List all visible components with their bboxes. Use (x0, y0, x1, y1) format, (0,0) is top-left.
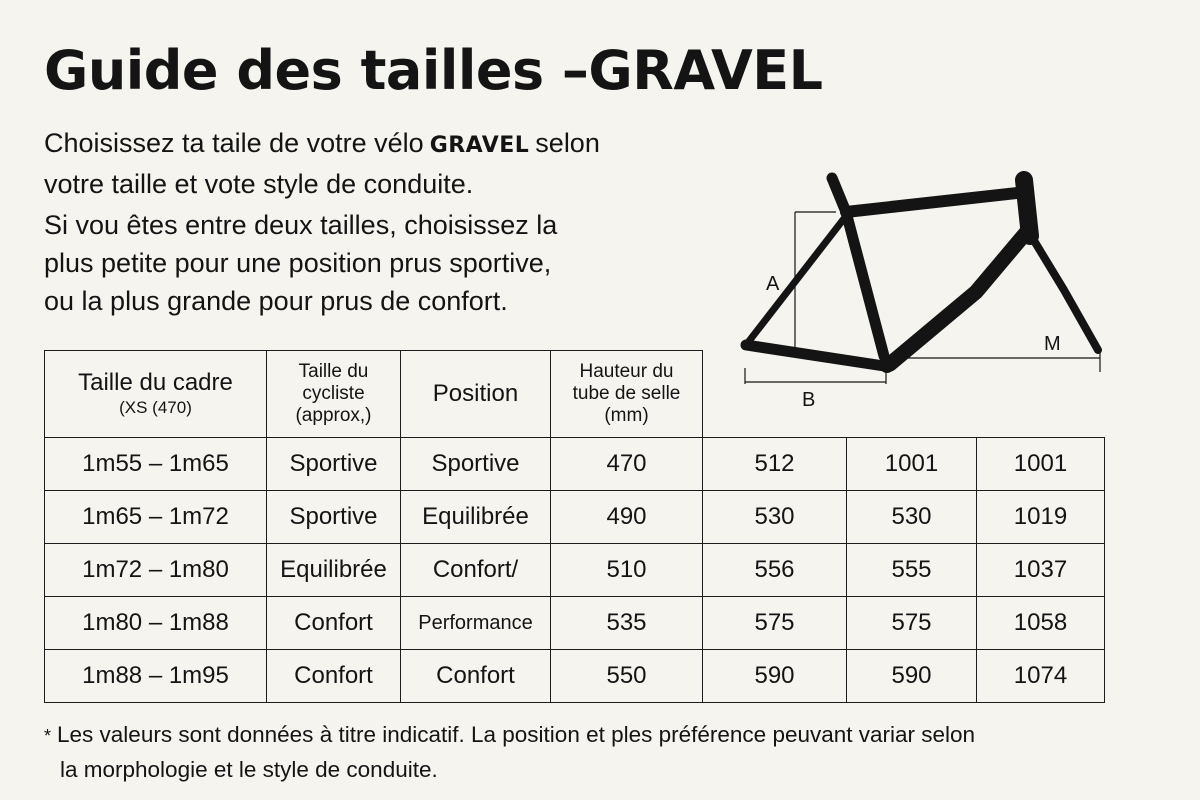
table-cell: 1074 (977, 650, 1105, 703)
table-cell: 590 (847, 650, 977, 703)
dimension-b-label: B (802, 389, 816, 411)
top-tube (846, 192, 1026, 212)
table-cell: 1001 (847, 438, 977, 491)
header-frame-size-sub: (XS (470) (119, 398, 192, 417)
table-cell: 530 (703, 491, 847, 544)
size-table (44, 350, 1105, 703)
down-tube (890, 228, 1030, 364)
header-frame-size (45, 351, 267, 438)
table-row (45, 650, 1105, 703)
table-cell: Performance (401, 597, 551, 650)
table-cell: 550 (551, 650, 703, 703)
intro-line1-start: Choisissez ta taile de votre vélo (44, 128, 424, 158)
header-seat-tube (551, 351, 703, 438)
header-rider-size-line3: (approx,) (295, 405, 372, 426)
header-position-label: Position (432, 380, 519, 407)
footnote (44, 718, 1164, 786)
dimension-m-label: M (1044, 333, 1061, 355)
header-seat-tube-line2: tube de selle (572, 383, 681, 404)
brand-name: GRAVEL (429, 133, 530, 158)
footnote-line1: Les valeurs sont données à titre indicatif. La position et ples préférence peuvant variar selon (57, 722, 976, 747)
table-cell: 1m88 – 1m95 (45, 650, 267, 703)
table-cell: Confort (267, 597, 401, 650)
table-row (45, 544, 1105, 597)
footnote-asterisk: * (44, 726, 52, 746)
header-position (401, 351, 551, 438)
table-cell: 510 (551, 544, 703, 597)
table-cell: 490 (551, 491, 703, 544)
table-cell: 555 (847, 544, 977, 597)
table-cell: 590 (703, 650, 847, 703)
advice-line1: Si vou êtes entre deux tailles, choisissez la (44, 210, 558, 240)
header-rider-size (267, 351, 401, 438)
dimension-a-line (795, 212, 836, 356)
intro-line2: votre taille et vote style de conduite. (44, 169, 474, 199)
table-cell: 1019 (977, 491, 1105, 544)
fork (1030, 234, 1098, 350)
table-cell: 512 (703, 438, 847, 491)
footnote-line2: la morphologie et le style de conduite. (60, 757, 438, 782)
table-cell: 575 (847, 597, 977, 650)
table-cell: Sportive (267, 438, 401, 491)
table-cell: 535 (551, 597, 703, 650)
advice-line2: plus petite pour une position prus sportive, (44, 248, 552, 278)
table-cell: 1037 (977, 544, 1105, 597)
table-header-row (45, 351, 1105, 438)
table-cell: Sportive (401, 438, 551, 491)
header-rider-size-line1: Taille du (298, 361, 369, 382)
table-cell: Confort (401, 650, 551, 703)
table-row (45, 438, 1105, 491)
table-cell: Confort/ (401, 544, 551, 597)
header-seat-tube-line3: (mm) (604, 405, 649, 426)
table-row (45, 597, 1105, 650)
seat-stay (746, 216, 846, 345)
intro-paragraph (44, 124, 724, 203)
table-cell: 575 (703, 597, 847, 650)
dimension-a-label: A (766, 273, 780, 295)
table-row (45, 491, 1105, 544)
table-cell: Equilibrée (401, 491, 551, 544)
table-cell: 1m65 – 1m72 (45, 491, 267, 544)
header-rider-size-line2: cycliste (302, 383, 365, 404)
advice-paragraph (44, 206, 724, 320)
header-blank (703, 351, 1105, 438)
table-cell: 470 (551, 438, 703, 491)
advice-line3: ou la plus grande pour prus de confort. (44, 286, 508, 316)
page-title: Guide des tailles –GRAVEL (44, 39, 823, 102)
table-cell: Equilibrée (267, 544, 401, 597)
table-cell: 556 (703, 544, 847, 597)
table-cell: 530 (847, 491, 977, 544)
header-seat-tube-line1: Hauteur du (579, 361, 674, 382)
intro-line1-end: selon (535, 128, 600, 158)
table-cell: 1m55 – 1m65 (45, 438, 267, 491)
table-cell: Sportive (267, 491, 401, 544)
table-cell: 1001 (977, 438, 1105, 491)
seat-tube (832, 178, 884, 356)
table-cell: 1m80 – 1m88 (45, 597, 267, 650)
table-cell: 1m72 – 1m80 (45, 544, 267, 597)
table-cell: 1058 (977, 597, 1105, 650)
table-cell: Confort (267, 650, 401, 703)
header-frame-size-label: Taille du cadre (78, 369, 233, 396)
head-tube (1024, 180, 1030, 236)
